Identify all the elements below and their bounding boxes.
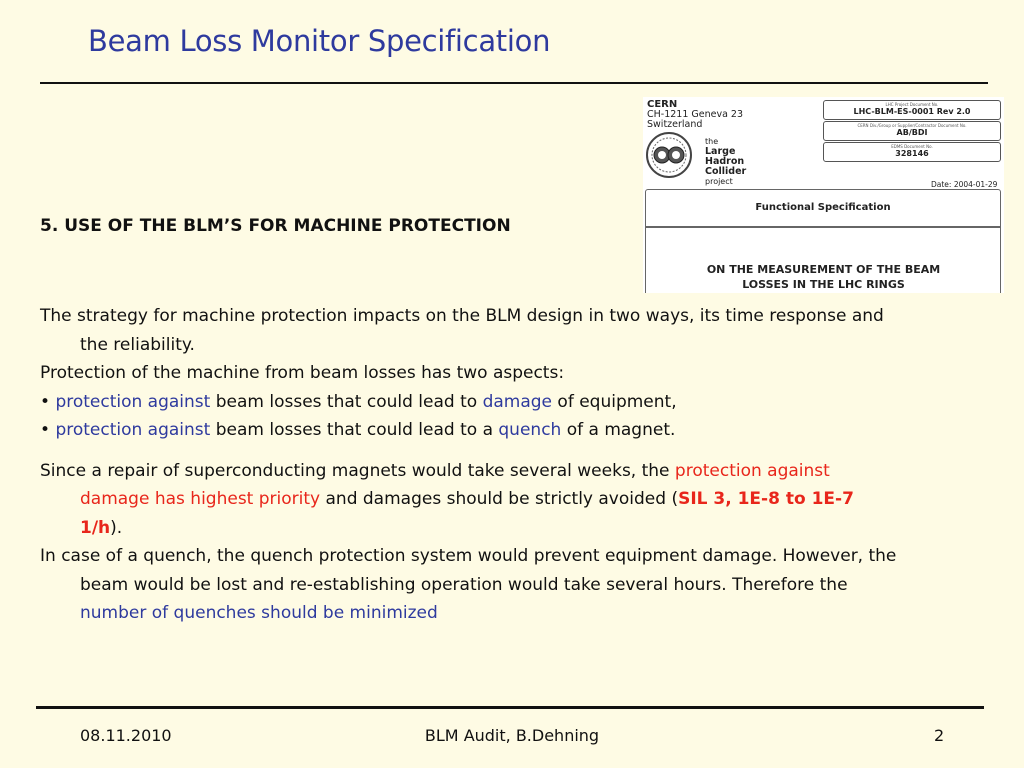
page-number: 2 bbox=[934, 726, 945, 745]
bullet-damage: • protection against beam losses that could lead to damage of equipment, bbox=[40, 391, 677, 412]
address-line-1: CH-1211 Geneva 23 bbox=[647, 109, 744, 120]
document-thumbnail bbox=[643, 97, 1004, 293]
group-document-box: CERN Div./Group or Supplier/Contractor Document No. AB/BDI bbox=[823, 121, 1001, 141]
title-divider bbox=[40, 82, 988, 84]
lhc-logo-icon bbox=[645, 131, 693, 179]
cern-label: CERN bbox=[647, 99, 678, 110]
bullet-quench: • protection against beam losses that could lead to a quench of a magnet. bbox=[40, 420, 676, 440]
project-document-box: LHC Project Document No. LHC-BLM-ES-0001 Rev 2.0 bbox=[823, 100, 1001, 120]
edms-document-box: EDMS Document No. 328146 bbox=[823, 142, 1001, 162]
footer-author: BLM Audit, B.Dehning bbox=[424, 726, 600, 745]
paragraph-quench: In case of a quench, the quench protection system would prevent equipment damage. However, the beam would be lost and re-establishing operation would take several hours. Therefore the number of quenches should be minimized bbox=[40, 546, 897, 623]
lhc-project-label: the Large Hadron Collider project bbox=[705, 137, 747, 186]
spec-divider bbox=[646, 226, 1000, 228]
section-heading: 5. USE OF THE BLM’S FOR MACHINE PROTECTION bbox=[40, 216, 511, 236]
slide-title: Beam Loss Monitor Specification bbox=[88, 24, 551, 58]
slide-body bbox=[40, 302, 900, 628]
paragraph-aspects: Protection of the machine from beam losses has two aspects: bbox=[40, 363, 565, 383]
address-line-2: Switzerland bbox=[647, 119, 703, 130]
document-date: Date: 2004-01-29 bbox=[931, 180, 998, 189]
paragraph-strategy: The strategy for machine protection impacts on the BLM design in two ways, its time response and the reliability. bbox=[40, 306, 884, 355]
document-title: ON THE MEASUREMENT OF THE BEAM LOSSES IN THE LHC RINGS bbox=[706, 263, 941, 291]
paragraph-repair: Since a repair of superconducting magnets would take several weeks, the protection against damage has highest priority and damages should be strictly avoided (SIL 3, 1E-8 to 1E-7 1/h). bbox=[40, 460, 854, 538]
footer-date: 08.11.2010 bbox=[80, 726, 172, 745]
footer-divider bbox=[36, 706, 984, 709]
cern-address bbox=[647, 100, 743, 130]
spec-type: Functional Specification bbox=[755, 202, 891, 213]
sil-requirement: SIL 3, 1E-8 to 1E-7 1/h bbox=[80, 489, 854, 538]
